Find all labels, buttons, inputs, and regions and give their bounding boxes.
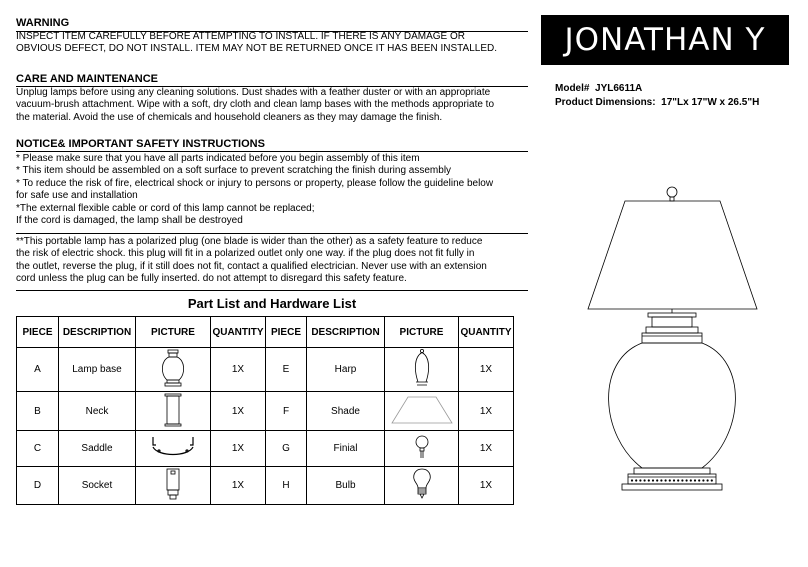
picture-cell [136,467,211,505]
quantity-cell: 1X [459,348,514,392]
picture-cell [385,392,459,431]
neck-icon [163,393,183,427]
base-bead-icon [631,479,633,481]
header-description: DESCRIPTION [59,317,136,348]
description-cell: Bulb [307,467,385,505]
safety-line: If the cord is damaged, the lamp shall be destroyed [16,215,243,227]
header-description: DESCRIPTION [307,317,385,348]
piece-cell: F [266,392,307,431]
quantity-cell: 1X [211,348,266,392]
picture-cell [385,348,459,392]
safety-line: *The external flexible cable or cord of this lamp cannot be replaced; [16,202,315,214]
table-row [17,467,514,505]
description-cell: Socket [59,467,136,505]
description-cell: Harp [307,348,385,392]
base-bead-icon [677,479,679,481]
base-bead-icon [656,479,658,481]
plug-line: the outlet, reverse the plug, if it still does not fit, contact a qualified electrician. Never use with an extension [16,260,487,272]
header-picture: PICTURE [136,317,211,348]
care-line: the material. Avoid the use of chemicals and household cleaners as they may damage the finish. [16,111,443,123]
bulb-icon [412,468,432,500]
safety-title: NOTICE& IMPORTANT SAFETY INSTRUCTIONS [16,138,265,150]
description-cell: Shade [307,392,385,431]
base-bead-icon [644,479,646,481]
table-row [17,431,514,467]
piece-cell: A [17,348,59,392]
socket-icon [164,468,182,500]
base-bead-icon [660,479,662,481]
picture-cell [136,392,211,431]
care-text [16,87,528,124]
plug-bottom-rule [16,290,528,291]
care-title: CARE AND MAINTENANCE [16,73,158,85]
base-bead-icon [681,479,683,481]
base-bead-icon [669,479,671,481]
safety-line: * This item should be assembled on a soft surface to prevent scratching the finish during assembly [16,165,452,177]
table-row [17,348,514,392]
safety-line: * To reduce the risk of fire, electrical shock or injury to persons or property, please follow the guideline below [16,177,494,189]
base-bead-icon [690,479,692,481]
header-piece: PIECE [17,317,59,348]
model-spec [555,83,642,94]
quantity-cell: 1X [211,467,266,505]
base-bead-icon [707,479,709,481]
base-bead-icon [652,479,654,481]
safety-rule [16,151,528,152]
piece-cell: H [266,467,307,505]
base-bead-icon [698,479,700,481]
parts-title: Part List and Hardware List [187,296,357,311]
plug-line: **This portable lamp has a polarized plug (one blade is wider than the other) as a safety feature to reduce [16,236,483,247]
picture-cell [385,431,459,467]
brand-logo: JONATHAN Y [541,15,789,65]
base-bead-icon [673,479,675,481]
plug-text [16,236,528,286]
piece-cell: D [17,467,59,505]
warning-text [16,31,528,56]
base-bead-icon [635,479,637,481]
piece-cell: B [17,392,59,431]
parts-header-row [17,317,514,348]
warning-line: INSPECT ITEM CAREFULLY BEFORE ATTEMPTING TO INSTALL. IF THERE IS ANY DAMAGE OR [16,31,465,42]
shade-icon [389,394,455,426]
picture-cell [136,431,211,467]
safety-text [16,153,528,227]
table-row [17,392,514,431]
base-bead-icon [702,479,704,481]
header-quantity: QUANTITY [211,317,266,348]
care-line: Unplug lamps before using any cleaning solutions. Dust shades with a feather duster or with an appropriate [16,87,491,98]
lamp-illustration-icon [580,186,770,506]
saddle-icon [150,435,196,459]
dimensions-label: Product Dimensions: [555,97,656,108]
description-cell: Saddle [59,431,136,467]
base-bead-icon [648,479,650,481]
model-value: JYL6611A [595,83,643,94]
warning-line: OBVIOUS DEFECT, DO NOT INSTALL. ITEM MAY NOT BE RETURNED ONCE IT HAS BEEN INSTALLED. [16,43,498,55]
warning-title: WARNING [16,17,70,29]
quantity-cell: 1X [459,467,514,505]
plug-line: cord unless the plug can be fully inserted. do not attempt to disregard this safety feature. [16,273,407,285]
dimensions-spec [555,97,759,108]
base-bead-icon [686,479,688,481]
picture-cell [385,467,459,505]
base-bead-icon [639,479,641,481]
piece-cell: C [17,431,59,467]
piece-cell: E [266,348,307,392]
lamp-base-icon [158,349,188,387]
quantity-cell: 1X [211,431,266,467]
parts-table [16,316,514,505]
picture-cell [136,348,211,392]
base-bead-icon [665,479,667,481]
base-bead-icon [711,479,713,481]
safety-line: * Please make sure that you have all parts indicated before you begin assembly of this item [16,153,420,164]
description-cell: Neck [59,392,136,431]
header-picture: PICTURE [385,317,459,348]
piece-cell: G [266,431,307,467]
quantity-cell: 1X [459,431,514,467]
quantity-cell: 1X [459,392,514,431]
base-bead-icon [694,479,696,481]
harp-icon [411,348,433,388]
model-label: Model# [555,83,590,94]
dimensions-value: 17"Lx 17"W x 26.5"H [661,97,760,108]
plug-line: the risk of electric shock. this plug will fit in a polarized outlet only one way. if the plug does not fit fully in [16,248,475,260]
plug-rule [16,233,528,234]
header-quantity: QUANTITY [459,317,514,348]
finial-icon [412,434,432,460]
header-piece: PIECE [266,317,307,348]
description-cell: Lamp base [59,348,136,392]
quantity-cell: 1X [211,392,266,431]
description-cell: Finial [307,431,385,467]
care-line: vacuum-brush attachment. Wipe with a soft, dry cloth and clean lamp bases with the methods appropriate to [16,99,495,111]
safety-line: for safe use and installation [16,190,138,202]
